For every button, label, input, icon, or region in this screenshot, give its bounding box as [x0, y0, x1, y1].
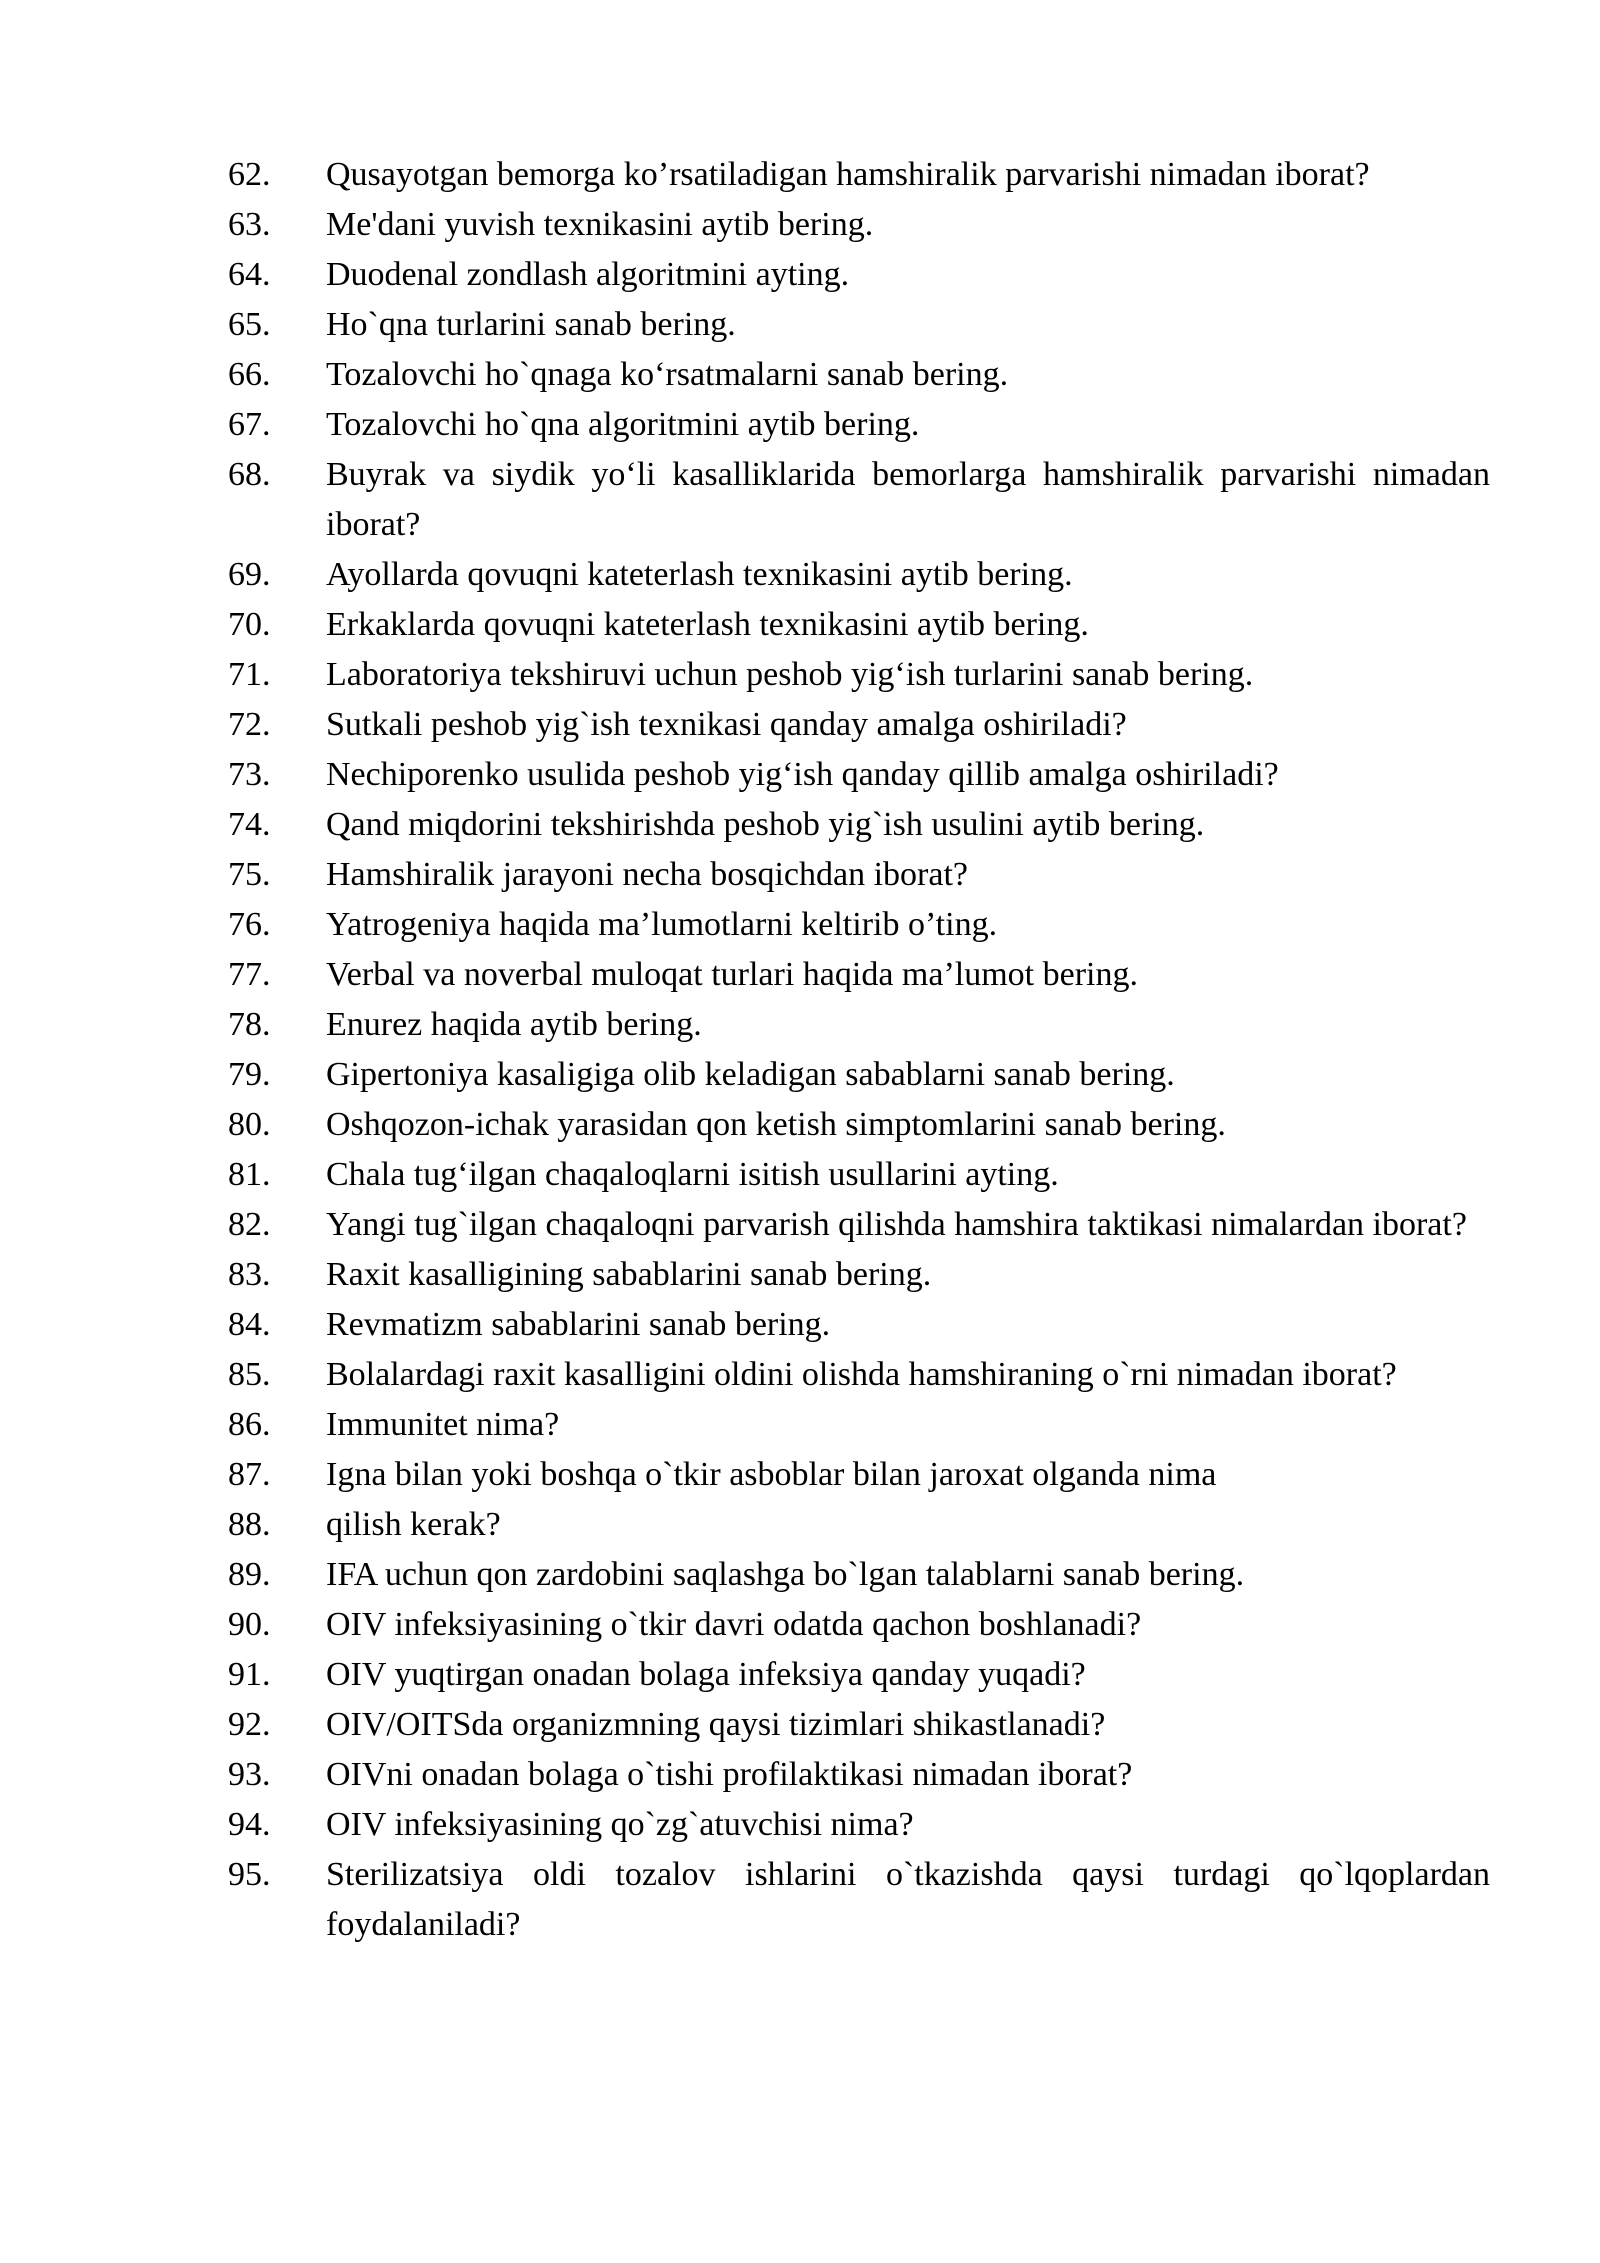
question-number: 75. [228, 856, 271, 893]
question-item [228, 400, 1490, 450]
question-item [228, 200, 1490, 250]
question-number: 71. [228, 656, 271, 693]
question-item [228, 1050, 1490, 1100]
question-text: Sutkali peshob yig`ish texnikasi qanday amalga oshiriladi? [326, 706, 1127, 743]
question-item [228, 1650, 1490, 1700]
question-number: 64. [228, 256, 271, 293]
question-text: Revmatizm sabablarini sanab bering. [326, 1306, 831, 1343]
question-item [228, 1100, 1490, 1150]
question-number: 68. [228, 456, 271, 493]
question-number: 92. [228, 1706, 271, 1743]
question-text: Immunitet nima? [326, 1406, 560, 1443]
question-text: Gipertoniya kasaligiga olib keladigan sabablarni sanab bering. [326, 1056, 1175, 1093]
question-number: 77. [228, 956, 271, 993]
question-item [228, 1450, 1490, 1500]
question-text: Qand miqdorini tekshirishda peshob yig`ish usulini aytib bering. [326, 806, 1205, 843]
question-item [228, 750, 1490, 800]
question-number: 80. [228, 1106, 271, 1143]
question-text: Chala tug‘ilgan chaqaloqlarni isitish usullarini ayting. [326, 1156, 1059, 1193]
question-item [228, 1200, 1490, 1250]
question-item [228, 1700, 1490, 1750]
question-number: 69. [228, 556, 271, 593]
question-text: Verbal va noverbal muloqat turlari haqida ma’lumot bering. [326, 956, 1138, 993]
question-number: 94. [228, 1806, 271, 1843]
question-number: 66. [228, 356, 271, 393]
question-number: 89. [228, 1556, 271, 1593]
question-number: 90. [228, 1606, 271, 1643]
question-text: Enurez haqida aytib bering. [326, 1006, 702, 1043]
question-number: 83. [228, 1256, 271, 1293]
question-item [228, 1350, 1490, 1400]
question-number: 72. [228, 706, 271, 743]
question-number: 73. [228, 756, 271, 793]
question-number: 70. [228, 606, 271, 643]
question-item [228, 1550, 1490, 1600]
question-number: 81. [228, 1156, 271, 1193]
question-text: Hamshiralik jarayoni necha bosqichdan iborat? [326, 856, 968, 893]
question-item [228, 450, 1490, 550]
question-item [228, 1150, 1490, 1200]
question-text: OIV yuqtirgan onadan bolaga infeksiya qanday yuqadi? [326, 1656, 1086, 1693]
question-number: 82. [228, 1206, 271, 1243]
question-text: Yatrogeniya haqida ma’lumotlarni keltirib o’ting. [326, 906, 998, 943]
question-text: Me'dani yuvish texnikasini aytib bering. [326, 206, 874, 243]
question-number: 76. [228, 906, 271, 943]
question-text: OIV infeksiyasining qo`zg`atuvchisi nima? [326, 1806, 914, 1843]
question-text: Duodenal zondlash algoritmini ayting. [326, 256, 850, 293]
question-text: Sterilizatsiya oldi tozalov ishlarini o`tkazishda qaysi turdagi qo`lqoplardan foydalaniladi? [326, 1856, 1490, 1943]
question-number: 87. [228, 1456, 271, 1493]
question-text: Buyrak va siydik yo‘li kasalliklarida bemorlarga hamshiralik parvarishi nimadan iborat? [326, 456, 1490, 543]
question-text: Laboratoriya tekshiruvi uchun peshob yig‘ish turlarini sanab bering. [326, 656, 1254, 693]
question-text: Yangi tug`ilgan chaqaloqni parvarish qilishda hamshira taktikasi nimalardan iborat? [326, 1206, 1467, 1243]
question-text: Tozalovchi ho`qnaga ko‘rsatmalarni sanab bering. [326, 356, 1009, 393]
question-text: Tozalovchi ho`qna algoritmini aytib bering. [326, 406, 920, 443]
question-text: Igna bilan yoki boshqa o`tkir asboblar bilan jaroxat olganda nima [326, 1456, 1217, 1493]
question-number: 93. [228, 1756, 271, 1793]
question-number: 91. [228, 1656, 271, 1693]
question-text: IFA uchun qon zardobini saqlashga bo`lgan talablarni sanab bering. [326, 1556, 1245, 1593]
question-text: Nechiporenko usulida peshob yig‘ish qanday qillib amalga oshiriladi? [326, 756, 1279, 793]
question-number: 62. [228, 156, 271, 193]
question-text: Bolalardagi raxit kasalligini oldini olishda hamshiraning o`rni nimadan iborat? [326, 1356, 1397, 1393]
question-item [228, 900, 1490, 950]
question-item [228, 300, 1490, 350]
question-number: 65. [228, 306, 271, 343]
question-text: Ho`qna turlarini sanab bering. [326, 306, 736, 343]
question-text: Ayollarda qovuqni kateterlash texnikasini aytib bering. [326, 556, 1073, 593]
question-text: Raxit kasalligining sabablarini sanab bering. [326, 1256, 932, 1293]
question-item [228, 800, 1490, 850]
question-text: Qusayotgan bemorga ko’rsatiladigan hamshiralik parvarishi nimadan iborat? [326, 156, 1370, 193]
question-item [228, 1600, 1490, 1650]
question-item [228, 1400, 1490, 1450]
question-number: 63. [228, 206, 271, 243]
question-number: 74. [228, 806, 271, 843]
question-text: Erkaklarda qovuqni kateterlash texnikasini aytib bering. [326, 606, 1089, 643]
question-item [228, 250, 1490, 300]
question-item [228, 150, 1490, 200]
question-number: 88. [228, 1506, 271, 1543]
question-number: 79. [228, 1056, 271, 1093]
question-number: 84. [228, 1306, 271, 1343]
question-item [228, 1800, 1490, 1850]
question-text: OIV/OITSda organizmning qaysi tizimlari shikastlanadi? [326, 1706, 1106, 1743]
question-item [228, 850, 1490, 900]
question-item [228, 1500, 1490, 1550]
question-item [228, 600, 1490, 650]
question-item [228, 1000, 1490, 1050]
question-item [228, 700, 1490, 750]
question-number: 67. [228, 406, 271, 443]
question-item [228, 650, 1490, 700]
question-number: 86. [228, 1406, 271, 1443]
question-text: OIV infeksiyasining o`tkir davri odatda qachon boshlanadi? [326, 1606, 1142, 1643]
question-item [228, 950, 1490, 1000]
question-item [228, 1750, 1490, 1800]
question-number: 78. [228, 1006, 271, 1043]
question-item [228, 550, 1490, 600]
question-item [228, 1850, 1490, 1950]
question-text: qilish kerak? [326, 1506, 501, 1543]
question-number: 85. [228, 1356, 271, 1393]
question-item [228, 350, 1490, 400]
question-list [228, 150, 1490, 1950]
question-text: OIVni onadan bolaga o`tishi profilaktikasi nimadan iborat? [326, 1756, 1133, 1793]
question-item [228, 1250, 1490, 1300]
question-text: Oshqozon-ichak yarasidan qon ketish simptomlarini sanab bering. [326, 1106, 1226, 1143]
question-number: 95. [228, 1856, 271, 1893]
question-item [228, 1300, 1490, 1350]
